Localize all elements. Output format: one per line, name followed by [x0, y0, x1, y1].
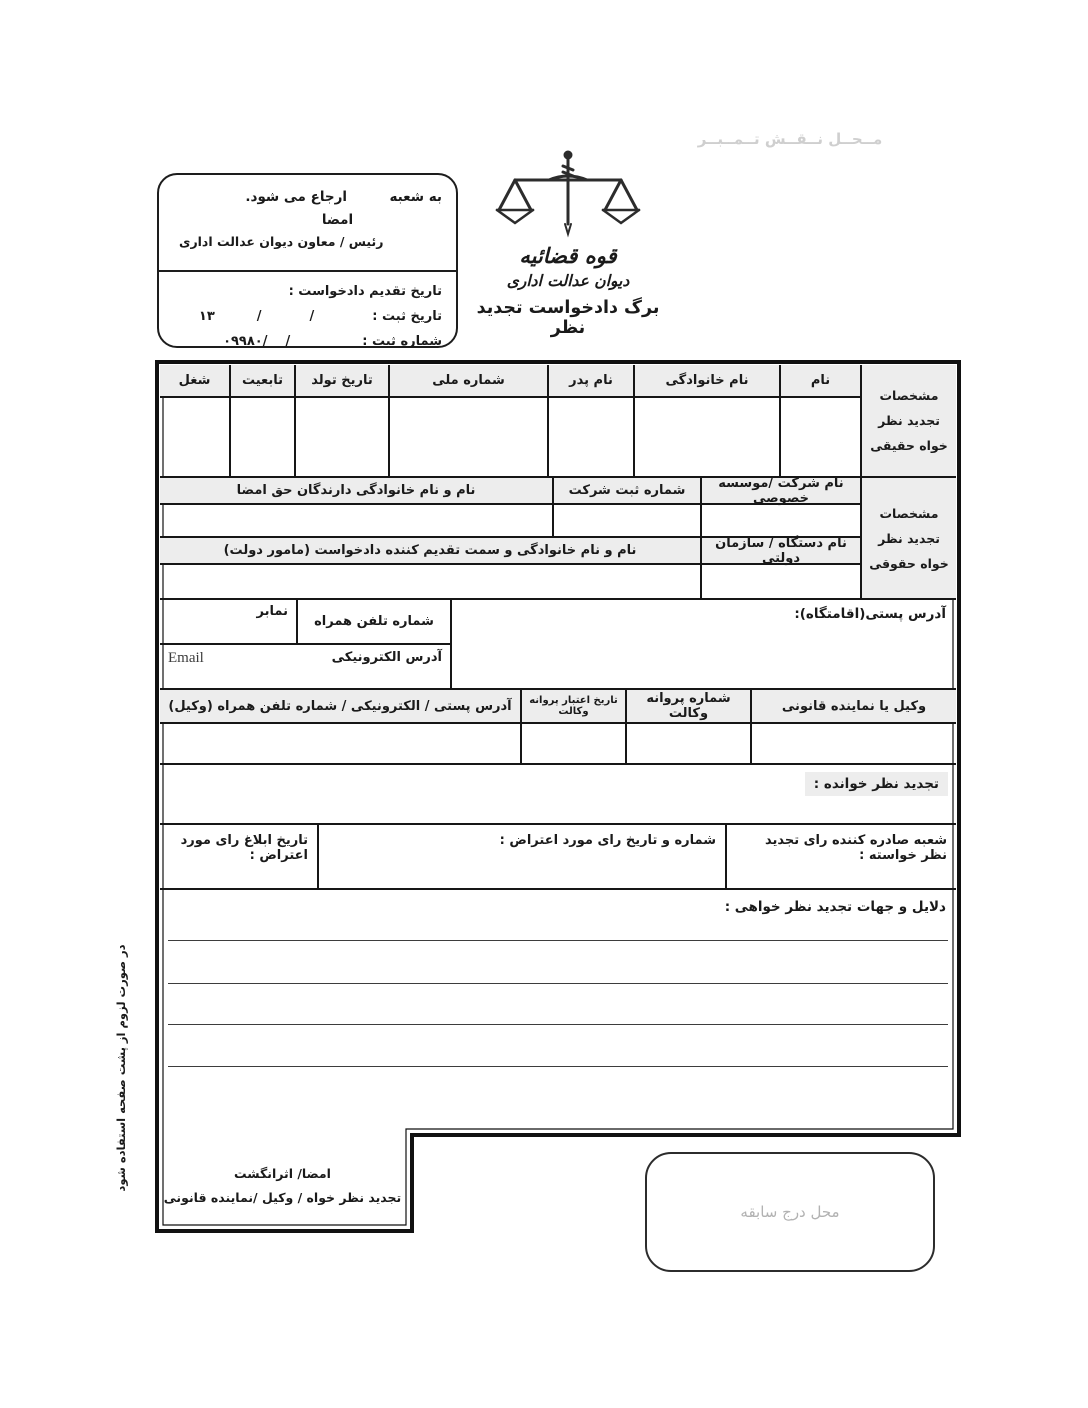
fax-label: نمابر: [160, 600, 298, 643]
natural-person-section-label: مشخصات تجدید نظر خواه حقیقی: [860, 365, 956, 476]
company-entry-row: [160, 505, 860, 538]
register-date-label: تاریخ ثبت :: [372, 309, 442, 324]
postal-address-label: آدرس پستی(اقامتگاه):: [794, 606, 946, 622]
form-grid: [160, 365, 956, 1135]
signature-fingerprint-label: امضا/ اثرانگشت: [234, 1165, 331, 1181]
submit-date-label: تاریخ تقدیم دادخواست :: [288, 284, 442, 299]
gov-org-header-row: [160, 535, 860, 566]
address-section: [160, 600, 956, 690]
col-header-national-id: شماره ملی: [390, 365, 549, 396]
legal-person-section-label: مشخصات تجدید نظر خواه حقوقی: [860, 478, 956, 598]
signatory-roles-label: تجدید نظر خواه / وکیل /نماینده قانونی: [163, 1189, 402, 1205]
field-submitter: [160, 565, 702, 598]
col-header-signatories: نام و نام خانوادگی دارندگان حق امضا: [160, 478, 554, 503]
register-date-year: ۱۳: [198, 309, 215, 324]
col-header-father-name: نام پدر: [549, 365, 635, 396]
field-father-name: [549, 398, 635, 476]
writing-line: [168, 1024, 948, 1025]
judiciary-name: قوه قضائیه: [519, 244, 617, 268]
natural-person-entry-row: [160, 398, 860, 476]
field-lawyer-contact: [160, 724, 522, 763]
col-header-company-reg-no: شماره ثبت شرکت: [554, 478, 702, 503]
col-header-gov-org: نام دستگاه / سازمان دولتی: [715, 535, 847, 566]
field-signatories: [160, 505, 554, 536]
history-box: [645, 1152, 935, 1272]
number-separator: /: [285, 334, 291, 349]
field-gov-org: [702, 565, 860, 598]
mobile-label: شماره تلفن همراه: [314, 614, 434, 629]
signature-label: امضا: [321, 212, 354, 228]
contact-block: [160, 600, 452, 688]
col-header-lawyer-contact: آدرس پستی / الکترونیکی / شماره تلفن همراه (وکیل): [160, 690, 522, 722]
referral-box-top: [159, 175, 456, 270]
col-header-lawyer-name: وکیل یا نماینده قانونی: [781, 698, 927, 714]
col-header-birth-date: تاریخ تولد: [296, 365, 390, 396]
date-separator: /: [256, 309, 262, 324]
field-nationality: [231, 398, 296, 476]
verdict-number-date-label: شماره و تاریخ رای مورد اعتراض :: [319, 825, 727, 888]
field-company: [702, 505, 860, 536]
register-no-row: [173, 329, 442, 354]
appellee-label: تجدید نظر خوانده :: [805, 772, 948, 796]
referred-label: ارجاع می شود.: [245, 189, 348, 205]
to-branch-label: به شعبه: [389, 189, 442, 205]
natural-person-section: [160, 365, 956, 478]
form-body: [155, 360, 961, 1233]
col-header-license-no: شماره پروانه وکالت: [627, 690, 752, 722]
field-last-name: [635, 398, 781, 476]
email-word: Email: [168, 650, 204, 666]
history-label: محل درج سابقه: [740, 1203, 840, 1221]
email-label: آدرس الکترونیکی: [331, 650, 442, 665]
field-license-validity: [522, 724, 627, 763]
field-company-reg-no: [554, 505, 702, 536]
writing-line: [168, 1066, 948, 1067]
signature-box: [155, 1137, 410, 1233]
reasons-label: دلایل و جهات تجدید نظر خواهی :: [724, 899, 946, 915]
verdict-notified-date-label: تاریخ ابلاغ رای مورد اعتراض :: [160, 825, 319, 888]
field-national-id: [390, 398, 549, 476]
field-first-name: [781, 398, 860, 476]
natural-person-header-row: [160, 365, 860, 398]
referral-box-bottom: [159, 270, 456, 354]
referral-box: [157, 173, 458, 348]
field-birth-date: [296, 398, 390, 476]
col-header-occupation: شغل: [160, 365, 231, 396]
col-header-company: نام شرکت /موسسه خصوصی: [718, 475, 844, 506]
appellee-section: [160, 765, 956, 825]
col-header-submitter: نام و نام خانوادگی و سمت تقدیم کننده دادخواست (مامور دولت): [160, 538, 702, 563]
lawyer-header-row: [160, 690, 956, 724]
col-header-license-validity: تاریخ اعتبار پروانه وکالت: [522, 690, 627, 722]
writing-line: [168, 940, 948, 941]
header-emblem-block: [462, 150, 674, 338]
court-name: دیوان عدالت اداری: [506, 272, 630, 290]
company-header-row: [160, 475, 860, 506]
reasons-section: [160, 890, 956, 1135]
register-no-label: شماره ثبت :: [362, 334, 442, 349]
side-note: در صورت لزوم از پشت صفحه استفاده شود: [114, 944, 128, 1192]
form-title: برگ دادخواست تجدید نظر: [476, 298, 660, 338]
lawyer-section: [160, 690, 956, 765]
chief-deputy-label: رئیس / معاون دیوان عدالت اداری: [179, 234, 384, 249]
stamp-place-note: مــحــل نــقــش تــمــبــر: [697, 130, 883, 148]
date-separator: /: [309, 309, 315, 324]
field-license-no: [627, 724, 752, 763]
field-occupation: [160, 398, 231, 476]
col-header-last-name: نام خانوادگی: [635, 365, 781, 396]
verdict-section: [160, 825, 956, 890]
writing-line: [168, 983, 948, 984]
register-no-value: /۰۹۹۸۰: [223, 334, 268, 349]
field-lawyer-name: [752, 724, 956, 763]
col-header-nationality: تابعیت: [231, 365, 296, 396]
col-header-first-name: نام: [810, 373, 831, 388]
scales-of-justice-icon: [493, 150, 643, 242]
legal-person-section: [160, 475, 956, 600]
gov-org-entry-row: [160, 565, 860, 598]
lawyer-entry-row: [160, 724, 956, 763]
register-date-row: [173, 304, 442, 329]
issuing-branch-label: شعبه صادره کننده رای تجدید نظر خواسته :: [764, 833, 947, 863]
